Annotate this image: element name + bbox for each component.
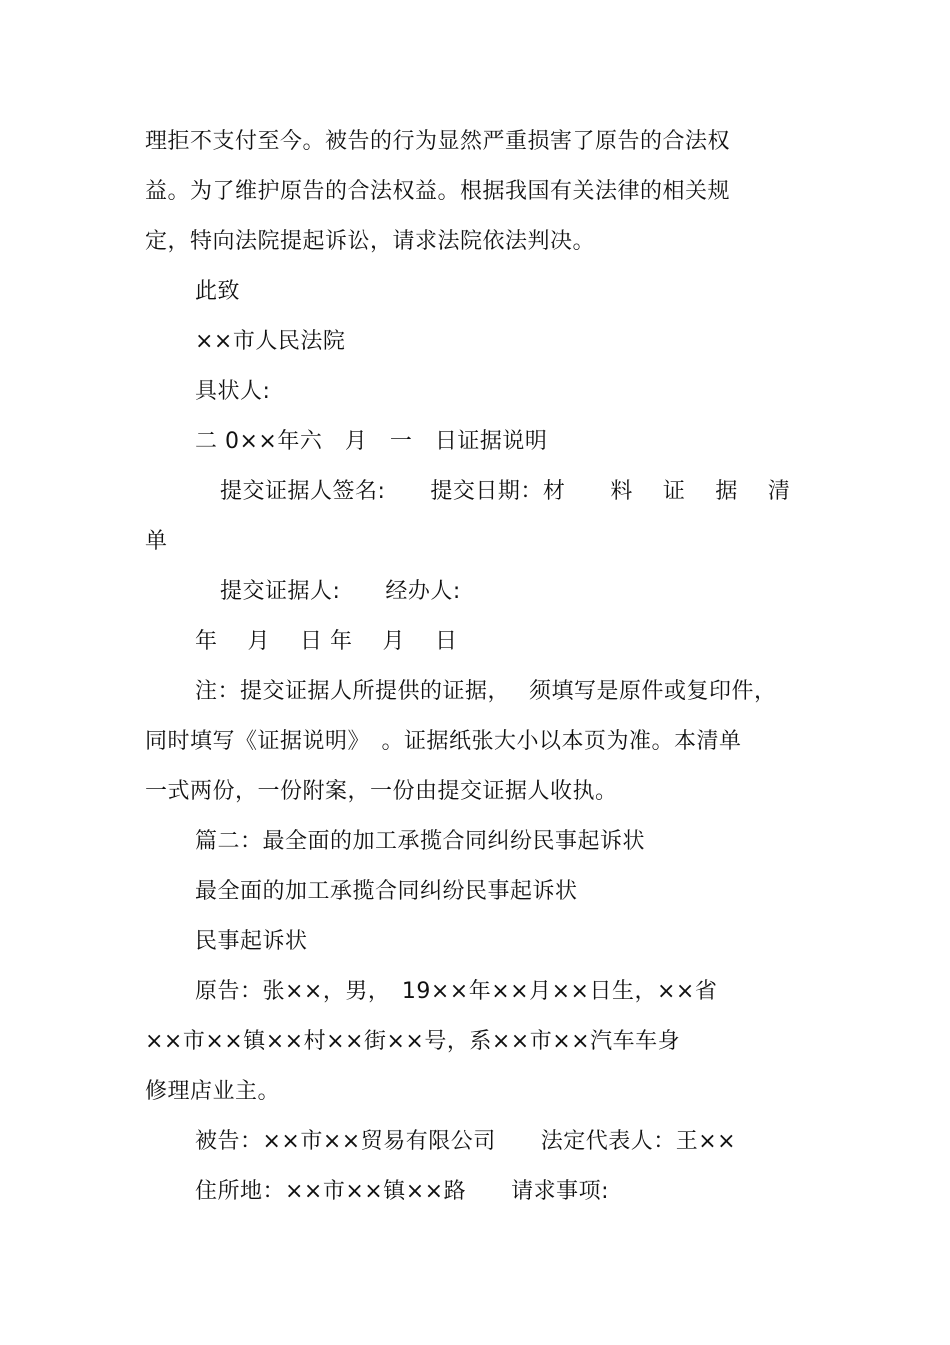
address-claims-line: 住所地：××市××镇××路 请求事项:	[195, 1179, 610, 1204]
document-title: 最全面的加工承揽合同纠纷民事起诉状	[195, 879, 578, 904]
plaintiff-line-1: 原告：张××，男， 19××年××月××日生，××省	[195, 979, 718, 1004]
evidence-list-suffix: 单	[145, 529, 168, 554]
petitioner-label: 具状人:	[195, 379, 271, 404]
note-line-1: 注：提交证据人所提供的证据， 须填写是原件或复印件，	[195, 679, 777, 704]
note-line-3: 一式两份，一份附案，一份由提交证据人收执。	[145, 779, 618, 804]
evidence-submitter-line: 提交证据人签名: 提交日期：材 料 证 据 清	[220, 479, 791, 504]
body-line-2: 益。为了维护原告的合法权益。根据我国有关法律的相关规	[145, 179, 731, 204]
complaint-heading: 民事起诉状	[195, 929, 308, 954]
court-name: ××市人民法院	[195, 329, 346, 354]
defendant-line: 被告：××市××贸易有限公司 法定代表人：王××	[195, 1129, 737, 1154]
submitter-handler-line: 提交证据人: 经办人:	[220, 579, 461, 604]
salutation: 此致	[195, 279, 241, 304]
date-blanks-line: 年 月 日 年 月 日	[195, 629, 458, 654]
date-line: 二 0××年六 月 一 日证据说明	[195, 429, 548, 454]
body-line-3: 定，特向法院提起诉讼，请求法院依法判决。	[145, 229, 596, 254]
plaintiff-line-2: ××市××镇××村××街××号，系××市××汽车车身	[145, 1029, 681, 1054]
note-line-2: 同时填写《证据说明》 。证据纸张大小以本页为准。本清单	[145, 729, 742, 754]
plaintiff-line-3: 修理店业主。	[145, 1079, 281, 1104]
section-heading: 篇二：最全面的加工承揽合同纠纷民事起诉状	[195, 829, 646, 854]
body-line-1: 理拒不支付至今。被告的行为显然严重损害了原告的合法权	[145, 129, 731, 154]
